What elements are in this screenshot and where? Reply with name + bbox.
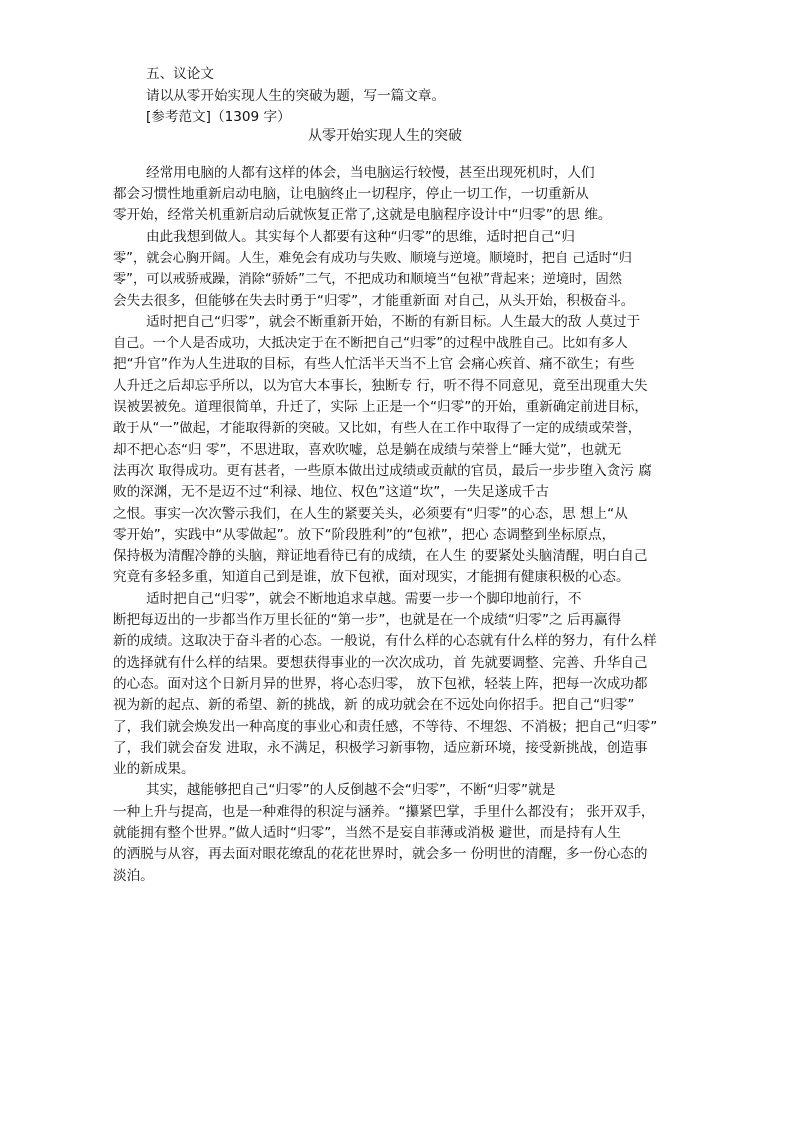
essay-line: 视为新的起点、新的希望、新的挑战，新 的成功就会在不远处向你招手。把自己“归零”	[113, 697, 635, 713]
essay-line: 其实，越能够把自己“归零”的人反倒越不会“归零”，不断“归零”就是	[146, 782, 556, 798]
essay-line: 的洒脱与从容，再去面对眼花缭乱的花花世界时，就会多一 份明世的清醒，多一份心态的	[113, 846, 648, 862]
essay-line: 会失去很多，但能够在失去时勇于“归零”，才能重新面 对自己，从头开始，积极奋斗。	[113, 293, 635, 309]
essay-line: 把“升官”作为人生进取的目标，有些人忙活半天当不上官 会痛心疾首、痛不欲生；有些	[113, 356, 635, 372]
essay-line: 一种上升与提高，也是一种难得的积淀与涵养。“攥紧巴掌，手里什么都没有； 张开双手，	[113, 804, 655, 820]
essay-line: 却不把心态“归 零”，不思进取，喜欢吹嘘，总是躺在成绩与荣誉上“睡大觉”，也就无	[113, 442, 622, 458]
essay-line: 的选择就有什么样的结果。要想获得事业的一次次成功，首 先就要调整、完善、升华自己	[113, 655, 648, 671]
essay-line: 都会习惯性地重新启动电脑，让电脑终止一切程序，停止一切工作，一切重新从	[113, 186, 589, 202]
essay-line: 究竟有多轻多重，知道自己到是谁，放下包袱，面对现实，才能拥有健康积极的心态。	[113, 569, 630, 585]
section-heading: 五、议论文	[146, 66, 214, 82]
essay-line: 业的新成果。	[113, 761, 195, 777]
essay-line: 断把每迈出的一步都当作万里长征的“第一步”，也就是在一个成绩“归零”之 后再赢得	[113, 612, 622, 628]
essay-line: 败的深渊，无不是迈不过“利禄、地位、权色”这道“坎”，一失足遂成千古	[113, 484, 549, 500]
essay-prompt: 请以从零开始实现人生的突破为题，写一篇文章。	[146, 88, 446, 104]
essay-line: 敢于从“一”做起，才能取得新的突破。又比如，有些人在工作中取得了一定的成绩或荣誉，	[113, 421, 641, 436]
essay-line: 了，我们就会焕发出一种高度的事业心和责任感，不等待、不埋怨、不消极；把自己“归零”	[113, 719, 658, 735]
essay-line: 法再次 取得成功。更有甚者，一些原本做出过成绩或贡献的官员，最后一步步堕入贪污 腐	[113, 463, 652, 479]
essay-line: 误被罢被免。道理很简单，升迁了，实际 上正是一个“归零”的开始，重新确定前进目标，	[113, 399, 648, 415]
essay-line: 零”，可以戒骄戒躁，消除“骄娇”二气，不把成功和顺境当“包袱”背起来；逆境时，固然	[113, 272, 622, 287]
essay-line: 淡泊。	[113, 868, 154, 884]
essay-line: 适时把自己“归零”，就会不断重新开始，不断的有新目标。人生最大的敌 人莫过于	[146, 314, 641, 330]
essay-line: 由此我想到做人。其实每个人都要有这种“归零”的思维，适时把自己“归	[146, 229, 575, 245]
essay-line: 零”，就会心胸开阔。人生，难免会有成功与失败、顺境与逆境。顺境时，把自 己适时“归	[113, 251, 632, 266]
essay-line: 保持极为清醒冷静的头脑，辩证地看待已有的成绩，在人生 的要紧处头脑清醒，明白自己	[113, 548, 648, 564]
essay-line: 适时把自己“归零”，就会不断地追求卓越。需要一步一个脚印地前行，不	[146, 591, 582, 607]
essay-line: 之恨。事实一次次警示我们，在人生的紧要关头，必须要有“归零”的心态，思 想上“从	[113, 506, 628, 522]
essay-line: 就能拥有整个世界。”做人适时“归零”，当然不是妄自菲薄或消极 避世，而是持有人生	[113, 825, 622, 841]
essay-line: 了，我们就会奋发 进取，永不满足，积极学习新事物，适应新环境，接受新挑战，创造事	[113, 740, 648, 756]
essay-line: 自己。一个人是否成功，大抵决定于在不断把自己“归零”的过程中战胜自己。比如有多人	[113, 336, 628, 351]
essay-line: 零开始，经常关机重新启动后就恢复正常了,这就是电脑程序设计中“归零”的思 维。	[113, 207, 612, 223]
essay-line: 的心态。面对这个日新月异的世界，将心态归零， 放下包袱，轻装上阵，把每一次成功都	[113, 676, 648, 692]
essay-line: 零开始”，实践中“从零做起”。放下“阶段胜利”的“包袱”，把心 态调整到坐标原点，	[113, 527, 616, 543]
essay-title: 从零开始实现人生的突破	[308, 128, 462, 144]
essay-line: 人升迁之后却忘乎所以，以为官大本事长，独断专 行，听不得不同意见，竟至出现重大失	[113, 378, 648, 394]
essay-line: 新的成绩。这取决于奋斗者的心态。一般说，有什么样的心态就有什么样的努力，有什么样	[113, 633, 657, 649]
essay-line: 经常用电脑的人都有这样的体会，当电脑运行较慢，甚至出现死机时，人们	[146, 165, 595, 181]
reference-note: [参考范文]（1309 字）	[146, 109, 291, 125]
